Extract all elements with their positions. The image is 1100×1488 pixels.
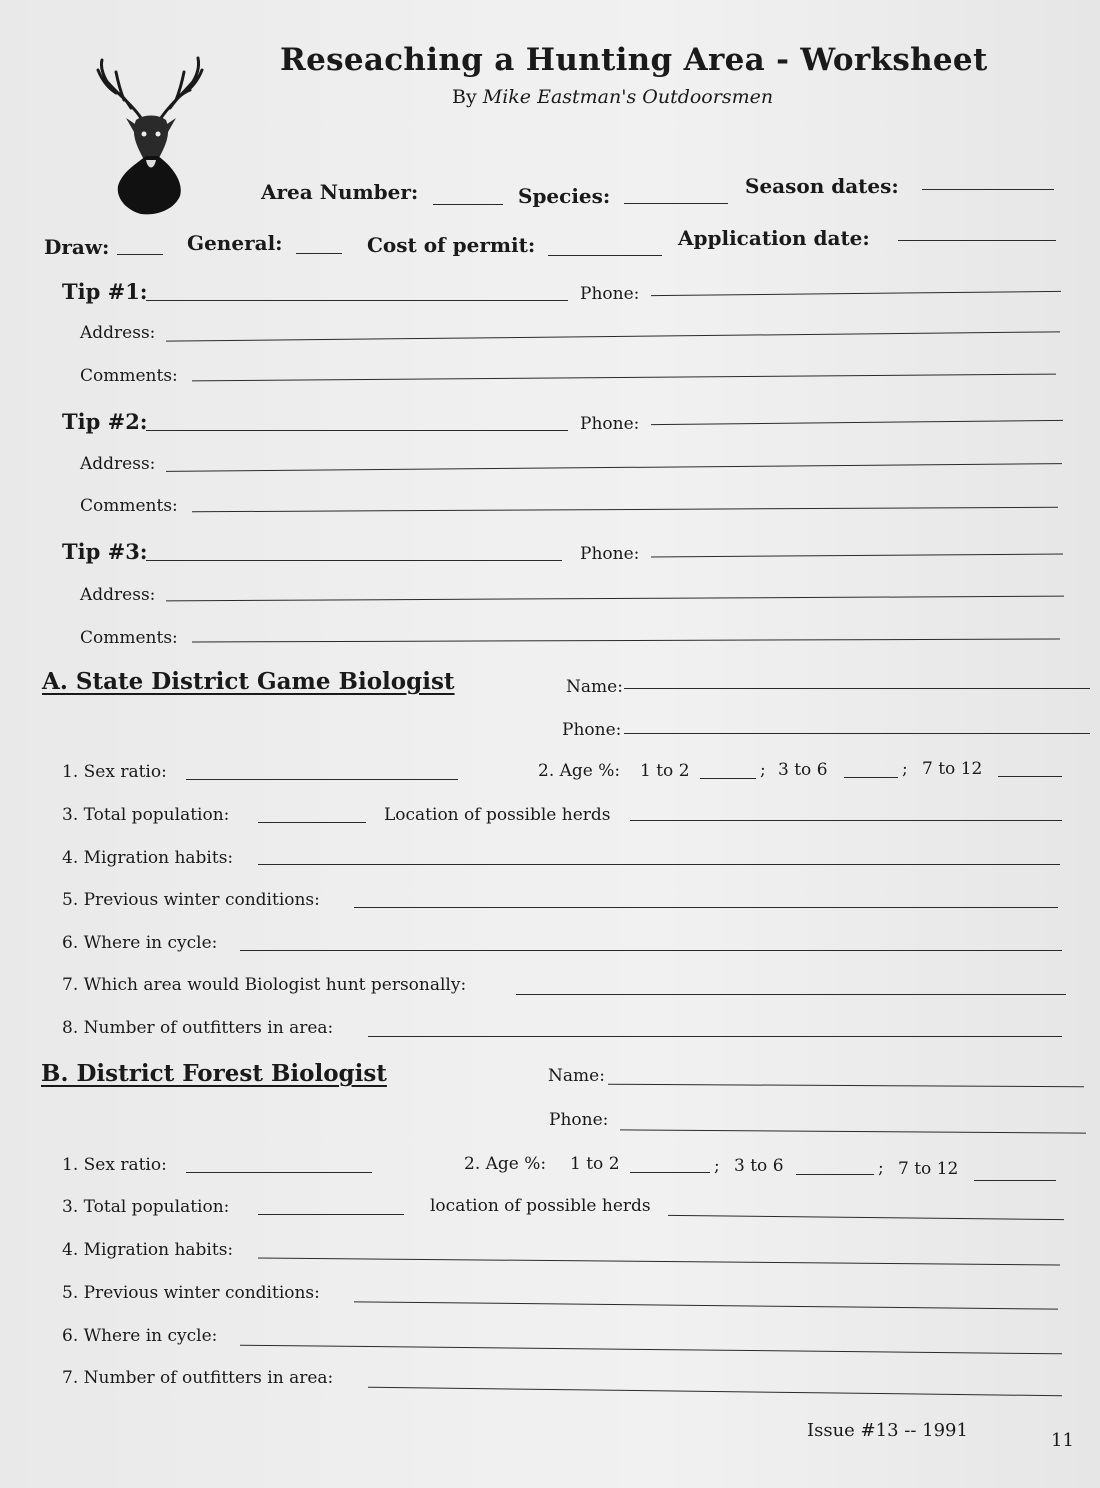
tip-1-comments-label: Comments: <box>80 366 178 386</box>
b-winter-label: 5. Previous winter conditions: <box>62 1283 320 1303</box>
cost-of-permit-label: Cost of permit: <box>367 233 536 257</box>
general-field[interactable] <box>296 253 342 254</box>
a-herds-field[interactable] <box>630 820 1062 821</box>
b-cycle-label: 6. Where in cycle: <box>62 1326 218 1346</box>
general-label: General: <box>187 231 283 255</box>
section-a-phone-label: Phone: <box>562 720 622 740</box>
section-a-title: A. State District Game Biologist <box>42 668 455 695</box>
tip-1-field[interactable] <box>146 300 568 301</box>
a-total-population-label: 3. Total population: <box>62 805 230 825</box>
a-sex-ratio-field[interactable] <box>186 779 458 780</box>
b-winter-field[interactable] <box>354 1301 1058 1309</box>
season-dates-label: Season dates: <box>745 174 899 198</box>
a-age-1-label: 1 to 2 <box>640 761 690 781</box>
page-title: Reseaching a Hunting Area - Worksheet <box>280 42 988 78</box>
tip-2-phone-label: Phone: <box>580 414 640 434</box>
b-total-population-label: 3. Total population: <box>62 1197 230 1217</box>
a-cycle-label: 6. Where in cycle: <box>62 933 218 953</box>
b-migration-label: 4. Migration habits: <box>62 1240 234 1260</box>
b-age-sep-2: ; <box>878 1158 884 1178</box>
section-a-phone-field[interactable] <box>624 733 1090 734</box>
tip-1-address-field[interactable] <box>166 331 1060 341</box>
a-winter-label: 5. Previous winter conditions: <box>62 890 320 910</box>
tip-1-phone-field[interactable] <box>651 291 1061 296</box>
b-total-population-field[interactable] <box>258 1214 404 1215</box>
tip-1-label: Tip #1: <box>62 279 148 304</box>
tip-2-field[interactable] <box>146 430 568 431</box>
a-outfitters-label: 8. Number of outfitters in area: <box>62 1018 334 1038</box>
section-b-name-field[interactable] <box>608 1084 1084 1087</box>
tip-2-address-label: Address: <box>80 454 156 474</box>
b-herds-label: location of possible herds <box>430 1196 651 1216</box>
b-migration-field[interactable] <box>258 1258 1060 1266</box>
tip-1-address-label: Address: <box>80 323 156 343</box>
a-personal-field[interactable] <box>516 994 1066 995</box>
b-age-1-field[interactable] <box>630 1172 710 1173</box>
a-age-3-label: 7 to 12 <box>922 759 983 779</box>
season-dates-field[interactable] <box>922 189 1054 190</box>
section-a-name-field[interactable] <box>624 688 1090 689</box>
b-age-3-label: 7 to 12 <box>898 1159 959 1179</box>
a-winter-field[interactable] <box>354 907 1058 908</box>
issue-label: Issue #13 -- 1991 <box>807 1420 968 1441</box>
subtitle-by: By <box>452 86 477 108</box>
tip-2-comments-label: Comments: <box>80 496 178 516</box>
section-b-phone-field[interactable] <box>620 1129 1086 1133</box>
subtitle-author: Mike Eastman's Outdoorsmen <box>482 86 774 108</box>
a-personal-label: 7. Which area would Biologist hunt personally: <box>62 975 467 995</box>
b-age-sep-1: ; <box>714 1156 720 1176</box>
tip-3-comments-label: Comments: <box>80 628 178 648</box>
a-outfitters-field[interactable] <box>368 1036 1062 1037</box>
tip-2-address-field[interactable] <box>166 463 1062 472</box>
tip-2-comments-field[interactable] <box>192 507 1058 513</box>
a-migration-field[interactable] <box>258 864 1060 865</box>
a-migration-label: 4. Migration habits: <box>62 848 234 868</box>
a-age-sep-2: ; <box>902 759 908 779</box>
section-b-name-label: Name: <box>548 1066 605 1086</box>
tip-3-comments-field[interactable] <box>192 638 1060 642</box>
b-age-2-field[interactable] <box>796 1174 874 1175</box>
tip-1-phone-label: Phone: <box>580 284 640 304</box>
draw-label: Draw: <box>44 235 110 259</box>
a-age-3-field[interactable] <box>998 776 1062 777</box>
application-date-field[interactable] <box>898 240 1056 241</box>
a-herds-label: Location of possible herds <box>384 805 611 825</box>
b-cycle-field[interactable] <box>240 1345 1062 1355</box>
cost-of-permit-field[interactable] <box>548 255 662 256</box>
deer-head-icon <box>86 48 216 218</box>
tip-2-phone-field[interactable] <box>651 420 1063 425</box>
tip-2-label: Tip #2: <box>62 409 148 434</box>
b-herds-field[interactable] <box>668 1215 1064 1220</box>
a-age-2-label: 3 to 6 <box>778 760 828 780</box>
area-number-label: Area Number: <box>261 180 419 204</box>
tip-3-address-field[interactable] <box>166 596 1064 602</box>
tip-3-address-label: Address: <box>80 585 156 605</box>
a-total-population-field[interactable] <box>258 822 366 823</box>
section-a-name-label: Name: <box>566 677 623 697</box>
draw-field[interactable] <box>117 254 163 255</box>
page-number: 11 <box>1051 1430 1074 1451</box>
b-age-label: 2. Age %: <box>464 1154 547 1174</box>
tip-3-phone-label: Phone: <box>580 544 640 564</box>
a-age-label: 2. Age %: <box>538 761 621 781</box>
species-label: Species: <box>518 184 611 208</box>
b-sex-ratio-field[interactable] <box>186 1172 372 1173</box>
b-outfitters-field[interactable] <box>368 1387 1062 1396</box>
tip-1-comments-field[interactable] <box>192 374 1056 382</box>
b-outfitters-label: 7. Number of outfitters in area: <box>62 1368 334 1388</box>
section-b-phone-label: Phone: <box>549 1110 609 1130</box>
b-age-2-label: 3 to 6 <box>734 1156 784 1176</box>
a-age-sep-1: ; <box>760 760 766 780</box>
a-cycle-field[interactable] <box>240 950 1062 951</box>
application-date-label: Application date: <box>678 226 870 250</box>
b-age-1-label: 1 to 2 <box>570 1154 620 1174</box>
area-number-field[interactable] <box>433 204 503 205</box>
tip-3-field[interactable] <box>146 560 562 561</box>
tip-3-label: Tip #3: <box>62 539 148 564</box>
species-field[interactable] <box>624 203 728 204</box>
a-sex-ratio-label: 1. Sex ratio: <box>62 762 167 782</box>
a-age-1-field[interactable] <box>700 778 756 779</box>
tip-3-phone-field[interactable] <box>651 554 1063 558</box>
a-age-2-field[interactable] <box>844 777 898 778</box>
page-subtitle <box>452 86 773 108</box>
b-sex-ratio-label: 1. Sex ratio: <box>62 1155 167 1175</box>
section-b-title: B. District Forest Biologist <box>41 1060 387 1087</box>
b-age-3-field[interactable] <box>974 1180 1056 1181</box>
